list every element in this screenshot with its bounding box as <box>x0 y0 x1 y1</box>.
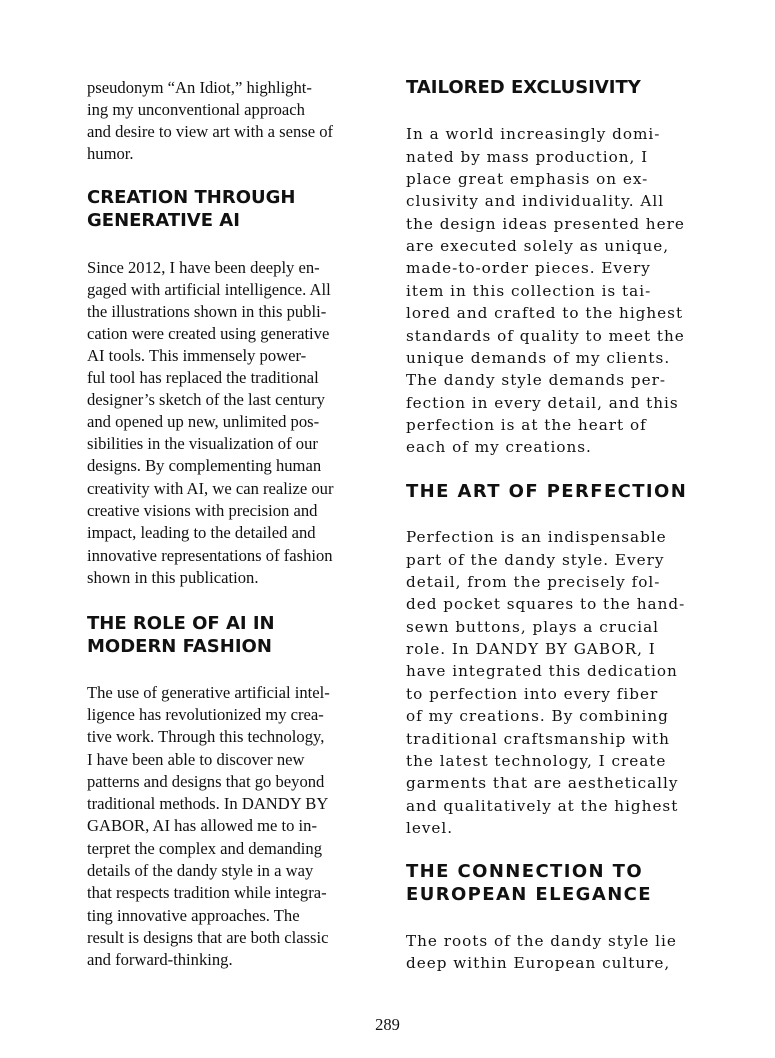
text-line: The roots of the dandy style lie <box>406 932 677 950</box>
text-line: creative visions with precision and <box>87 501 318 520</box>
text-line: role. In DANDY BY GABOR, I <box>406 640 656 658</box>
page-number: 289 <box>375 1015 400 1034</box>
text-line: humor. <box>87 144 134 163</box>
text-line: the design ideas presented here <box>406 215 685 233</box>
text-line: designs. By complementing human <box>87 456 322 475</box>
text-line: creativity with AI, we can realize our <box>87 479 334 498</box>
text-line: shown in this publication. <box>87 568 259 587</box>
text-line: gaged with artificial intelligence. All <box>87 280 331 299</box>
text-line: patterns and designs that go beyond <box>87 772 325 791</box>
text-line: designer’s sketch of the last century <box>87 390 325 409</box>
text-line: have integrated this dedication <box>406 662 678 680</box>
text-line: Perfection is an indispensable <box>406 528 667 546</box>
heading-line: GENERATIVE AI <box>87 210 240 231</box>
text-line: tive work. Through this technology, <box>87 727 325 746</box>
text-line: result is designs that are both classic <box>87 928 329 947</box>
text-line: innovative representations of fashion <box>87 546 333 565</box>
text-line: clusivity and individuality. All <box>406 192 665 210</box>
text-line: In a world increasingly domi- <box>406 125 661 143</box>
text-line: unique demands of my clients. <box>406 349 671 367</box>
text-line: ded pocket squares to the hand- <box>406 595 686 613</box>
heading-line: THE ROLE OF AI IN <box>87 613 275 634</box>
heading-line: MODERN FASHION <box>87 636 272 657</box>
text-line: terpret the complex and demanding <box>87 839 322 858</box>
text-line: traditional methods. In DANDY BY <box>87 794 329 813</box>
heading-line: CREATION THROUGH <box>87 187 296 208</box>
text-line: level. <box>406 819 454 837</box>
text-line: fection in every detail, and this <box>406 394 679 412</box>
text-line: the latest technology, I create <box>406 752 667 770</box>
text-line: and desire to view art with a sense of <box>87 122 334 141</box>
text-line: and forward-thinking. <box>87 950 233 969</box>
text-line: sibilities in the visualization of our <box>87 434 318 453</box>
text-line: ligence has revolutionized my crea- <box>87 705 324 724</box>
text-line: to perfection into every fiber <box>406 685 659 703</box>
text-line: item in this collection is tai- <box>406 282 652 300</box>
text-line: pseudonym “An Idiot,” highlight- <box>87 78 312 97</box>
text-line: that respects tradition while integra- <box>87 883 327 902</box>
text-line: impact, leading to the detailed and <box>87 523 316 542</box>
text-line: made-to-order pieces. Every <box>406 259 651 277</box>
text-line: part of the dandy style. Every <box>406 551 665 569</box>
text-line: deep within European culture, <box>406 954 671 972</box>
text-line: garments that are aesthetically <box>406 774 679 792</box>
heading-line: THE ART OF PERFECTION <box>406 481 688 502</box>
text-line: ing my unconventional approach <box>87 100 305 119</box>
text-line: AI tools. This immensely power- <box>87 346 307 365</box>
text-line: of my creations. By combining <box>406 707 669 725</box>
heading-line: THE CONNECTION TO <box>406 861 644 882</box>
text-line: and opened up new, unlimited pos- <box>87 412 320 431</box>
text-line: detail, from the precisely fol- <box>406 573 661 591</box>
text-line: GABOR, AI has allowed me to in- <box>87 816 317 835</box>
text-line: place great emphasis on ex- <box>406 170 649 188</box>
text-line: lored and crafted to the highest <box>406 304 684 322</box>
text-line: nated by mass production, I <box>406 148 649 166</box>
text-line: each of my creations. <box>406 438 592 456</box>
text-line: I have been able to discover new <box>87 750 305 769</box>
text-line: ting innovative approaches. The <box>87 906 300 925</box>
heading-line: TAILORED EXCLUSIVITY <box>406 77 641 98</box>
text-line: The dandy style demands per- <box>406 371 666 389</box>
text-line: sewn buttons, plays a crucial <box>406 618 660 636</box>
text-line: are executed solely as unique, <box>406 237 670 255</box>
text-line: Since 2012, I have been deeply en- <box>87 258 320 277</box>
text-line: and qualitatively at the highest <box>406 797 679 815</box>
text-line: perfection is at the heart of <box>406 416 647 434</box>
text-line: ful tool has replaced the traditional <box>87 368 319 387</box>
text-line: traditional craftsmanship with <box>406 730 670 748</box>
heading-line: EUROPEAN ELEGANCE <box>406 884 652 905</box>
text-line: cation were created using generative <box>87 324 330 343</box>
text-line: the illustrations shown in this publi- <box>87 302 327 321</box>
text-line: The use of generative artificial intel- <box>87 683 330 702</box>
text-line: details of the dandy style in a way <box>87 861 314 880</box>
text-line: standards of quality to meet the <box>406 327 685 345</box>
